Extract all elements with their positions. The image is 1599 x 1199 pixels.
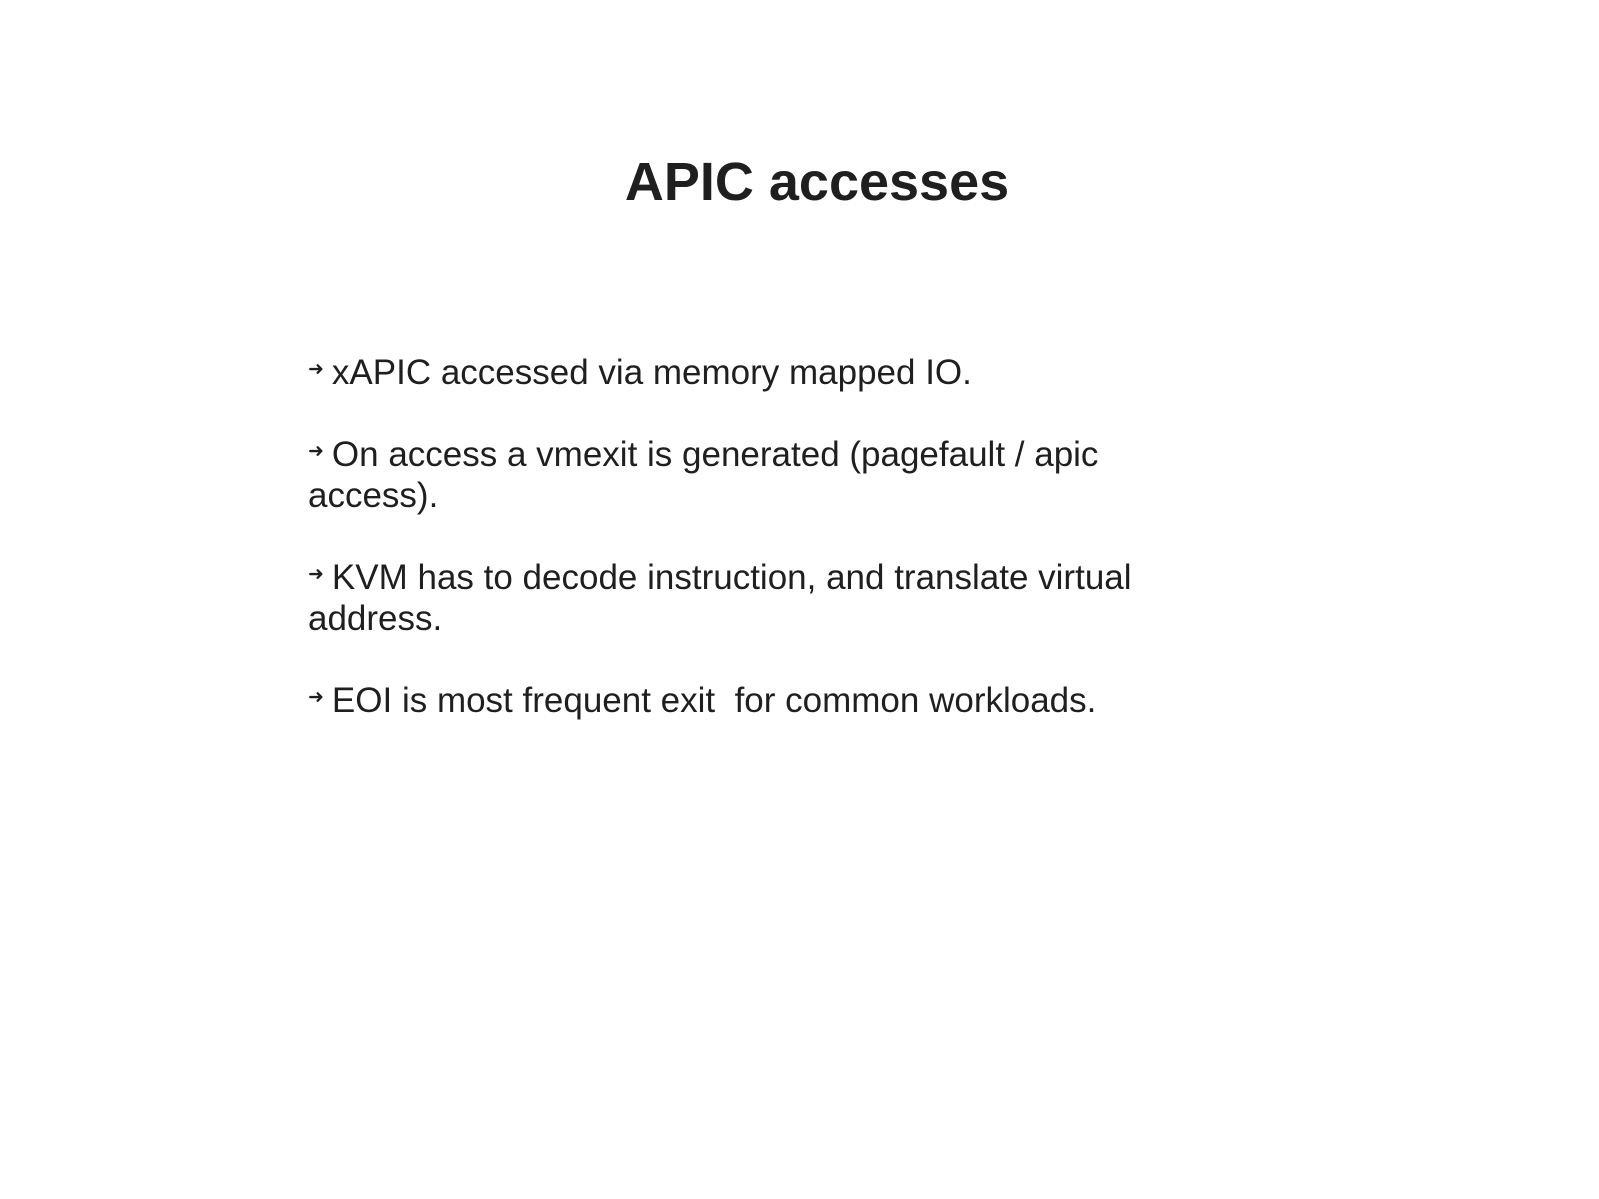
arrow-icon: ➜ (308, 564, 324, 585)
arrow-icon: ➜ (308, 687, 324, 708)
bullet-item (308, 557, 1188, 639)
bullet-item (308, 680, 1188, 721)
arrow-icon: ➜ (308, 359, 324, 380)
bullet-text: xAPIC accessed via memory mapped IO. (331, 353, 972, 392)
bullet-text: EOI is most frequent exit for common workloads. (331, 681, 1097, 720)
bullet-list (308, 352, 1188, 762)
bullet-item (308, 352, 1188, 393)
bullet-text: KVM has to decode instruction, and translate virtual address. (308, 558, 1132, 638)
bullet-item (308, 434, 1188, 516)
arrow-icon: ➜ (308, 441, 324, 462)
slide-title: APIC accesses (624, 152, 1010, 212)
bullet-text: On access a vmexit is generated (pagefault / apic access). (308, 435, 1099, 515)
